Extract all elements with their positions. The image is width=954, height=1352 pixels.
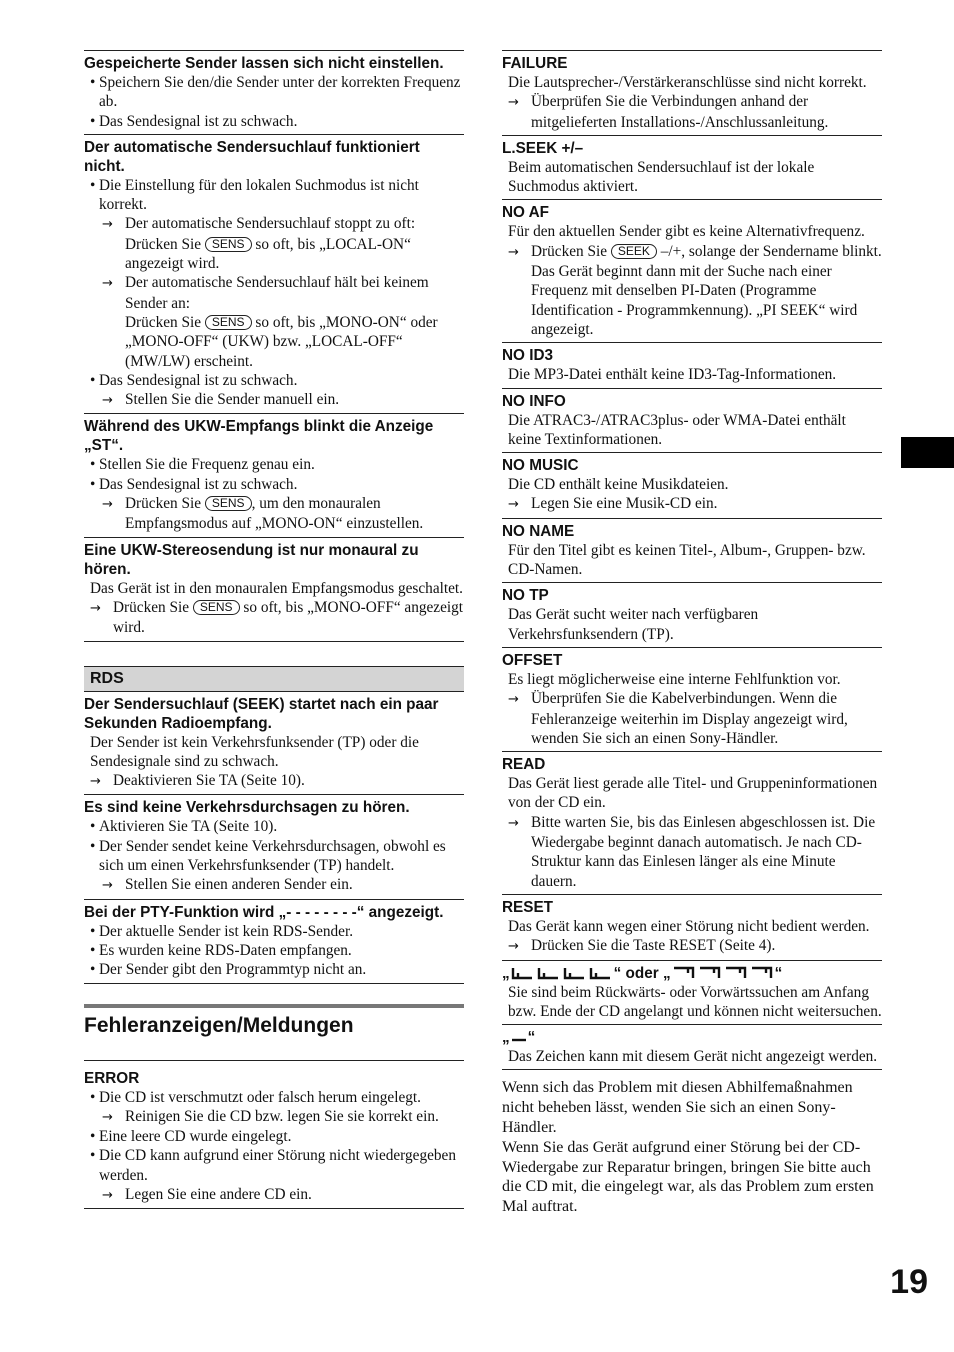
arrow-item: → Stellen Sie einen anderen Sender ein. [84,875,464,895]
bullet-item: • Aktivieren Sie TA (Seite 10). [84,817,464,836]
arrow-item: → Der automatische Sendersuchlauf hält bei keinem Sender an: [84,273,464,313]
bullet-item: • Das Sendesignal ist zu schwach. [84,371,464,390]
seek-key-icon: SEEK [611,244,657,259]
sens-key-icon: SENS [205,496,252,511]
section-heading: Bei der PTY-Funktion wird „- - - - - - - -“ angezeigt. [84,903,444,921]
bullet-item: • Die CD ist verschmutzt oder falsch herum eingelegt. [84,1088,464,1107]
msg-no-name [502,518,882,583]
paragraph: Für den aktuellen Sender gibt es keine Alternativfrequenz. [508,223,865,241]
msg-no-music [502,452,882,518]
section-heading: Während des UKW-Empfangs blinkt die Anzeige „ST“. [84,418,434,455]
bullet-item: • Der aktuelle Sender ist kein RDS-Sender. [84,922,464,941]
rds-section-title: RDS [84,666,464,692]
arrow-item: → Bitte warten Sie, bis das Einlesen abgeschlossen ist. Die Wiedergabe beginnt danach automatisch. Je nach CD-Struktur kann das Einlesen länger als eine Minute dauern. [502,813,882,891]
paragraph: Die CD enthält keine Musikdateien. [508,476,729,494]
section-heading: OFFSET [502,651,563,669]
section-heading: NO TP [502,587,549,605]
section-heading: NO MUSIC [502,457,579,475]
paragraph: Das Gerät sucht weiter nach verfügbaren Verkehrsfunksendern (TP). [508,606,759,643]
msg-no-info [502,388,882,453]
sens-key-icon: SENS [205,315,252,330]
section-seek-starts [84,692,464,795]
closing-paragraph: Wenn sich das Problem mit diesen Abhilfemaßnahmen nicht beheben lässt, wenden Sie sich an einen Sony-Händler. [502,1079,853,1136]
section-pty [84,899,464,984]
errors-title: Fehleranzeigen/Meldungen [84,1004,464,1061]
arrow-item: → Drücken Sie SENS , um den monauralen Empfangsmodus auf „MONO-ON“ einzustellen. [84,494,464,534]
arrow-item-continued: Drücken Sie SENS so oft, bis „LOCAL-ON“ angezeigt wird. [125,235,411,273]
arrow-item: → Drücken Sie die Taste RESET (Seite 4). [502,936,882,956]
sens-key-icon: SENS [205,237,252,252]
section-heading: FAILURE [502,55,568,72]
paragraph: Sie sind beim Rückwärts- oder Vorwärtssuchen am Anfang bzw. Ende der CD angelangt und können nicht weitersuchen. [508,983,882,1020]
right-column [502,50,882,1217]
section-heading: „ “ [502,1029,536,1047]
section-heading: READ [502,756,546,774]
arrow-item-continued: Drücken Sie SENS so oft, bis „MONO-ON“ oder „MONO-OFF“ (UKW) bzw. „LOCAL-OFF“ (MW/LW) erscheint. [125,313,438,370]
msg-no-tp [502,582,882,647]
paragraph: Der Sender ist kein Verkehrsfunksender (TP) oder die Sendesignale sind zu schwach. [90,733,419,770]
paragraph: Für den Titel gibt es keinen Titel-, Album-, Gruppen- bzw. CD-Namen. [508,541,866,579]
closing-paragraph: Wenn Sie das Gerät aufgrund einer Störung bei der CD-Wiedergabe zur Reparatur bringen, bringen Sie bitte auch die CD mit, die eingelegt war, als das Problem zum ersten Mal auftrat. [502,1138,874,1216]
section-heading: „ “ oder „ “ [502,964,783,982]
section-auto-seek [84,134,464,414]
segment-start-icon [510,966,614,980]
chapter-tab-marker [901,437,954,468]
section-heading: Gespeicherte Sender lassen sich nicht einstellen. [84,55,444,72]
bullet-item: • Der Sender gibt den Programmtyp nicht an. [84,960,464,979]
segment-end-icon [671,966,775,980]
section-heading: NO INFO [502,392,566,410]
arrow-item: → Legen Sie eine Musik-CD ein. [502,494,882,514]
section-heading: Der automatische Sendersuchlauf funktioniert nicht. [84,138,420,175]
sens-key-icon: SENS [193,600,240,615]
paragraph: Das Gerät ist in den monauralen Empfangsmodus geschaltet. [90,579,463,597]
msg-lseek [502,135,882,200]
arrow-item: → Stellen Sie die Sender manuell ein. [84,390,464,410]
msg-no-id3 [502,342,882,387]
paragraph: Die ATRAC3-/ATRAC3plus- oder WMA-Datei enthält keine Textinformationen. [508,411,846,448]
msg-no-af [502,199,882,342]
paragraph: Die Lautsprecher-/Verstärkeranschlüsse sind nicht korrekt. [508,74,867,91]
paragraph: Das Zeichen kann mit diesem Gerät nicht angezeigt werden. [508,1048,878,1066]
arrow-item: → Reinigen Sie die CD bzw. legen Sie sie korrekt ein. [84,1107,464,1127]
section-heading: ERROR [84,1069,140,1087]
paragraph: Beim automatischen Sendersuchlauf ist der lokale Suchmodus aktiviert. [508,158,815,196]
closing-text [502,1078,882,1217]
arrow-item: → Überprüfen Sie die Verbindungen anhand der mitgelieferten Installations-/Anschlussanleitung. [502,92,882,132]
arrow-item: → Deaktivieren Sie TA (Seite 10). [84,771,464,791]
paragraph: Es liegt möglicherweise eine interne Fehlfunktion vor. [508,670,841,688]
section-heading: NO NAME [502,522,575,540]
msg-dash-char [502,1024,882,1070]
arrow-item: → Drücken Sie SEEK –/+, solange der Sendername blinkt. Das Gerät beginnt dann mit der Suche nach einer Frequenz mit denselben PI-Daten (Programme Identification - Programmkennung). „PI SEEK“ wird angezeigt. [502,242,882,339]
section-heading: Eine UKW-Stereosendung ist nur monaural zu hören. [84,541,419,578]
bullet-item: • Das Sendesignal ist zu schwach. [84,475,464,494]
paragraph: Die MP3-Datei enthält keine ID3-Tag-Informationen. [508,366,837,384]
section-st-blinks [84,413,464,536]
dash-char-icon [510,1030,528,1044]
section-error [84,1061,464,1210]
section-heading: RESET [502,898,553,916]
bullet-item: • Das Sendesignal ist zu schwach. [84,112,464,131]
arrow-item: → Überprüfen Sie die Kabelverbindungen. Wenn die Fehleranzeige weiterhin im Display angezeigt wird, wenden Sie sich an einen Sony-Händler. [502,689,882,748]
section-stored-stations [84,50,464,134]
arrow-item: → Drücken Sie SENS so oft, bis „MONO-OFF“ angezeigt wird. [84,598,464,638]
msg-segments [502,960,882,1025]
paragraph: Das Gerät kann wegen einer Störung nicht bedient werden. [508,917,870,935]
section-heading: Es sind keine Verkehrsdurchsagen zu hören. [84,799,410,817]
msg-read [502,751,882,894]
section-no-traffic [84,794,464,898]
bullet-item: • Die Einstellung für den lokalen Suchmodus ist nicht korrekt. [84,176,464,215]
arrow-item: → Der automatische Sendersuchlauf stoppt zu oft: [84,214,464,234]
msg-offset [502,647,882,751]
page-number: 19 [890,1263,928,1301]
bullet-item: • Eine leere CD wurde eingelegt. [84,1127,464,1146]
msg-failure [502,50,882,135]
bullet-item: • Die CD kann aufgrund einer Störung nicht wiedergegeben werden. [84,1146,464,1185]
bullet-item: • Speichern Sie den/die Sender unter der korrekten Frequenz ab. [84,73,464,112]
section-heading: NO ID3 [502,347,553,365]
msg-reset [502,894,882,960]
bullet-item: • Es wurden keine RDS-Daten empfangen. [84,941,464,960]
section-heading: L.SEEK +/– [502,139,584,157]
bullet-item: • Stellen Sie die Frequenz genau ein. [84,455,464,474]
section-stereo-mono [84,537,464,642]
left-column [84,50,464,1209]
bullet-item: • Der Sender sendet keine Verkehrsdurchsagen, obwohl es sich um einen Verkehrsfunksender (TP) handelt. [84,837,464,876]
section-heading: Der Sendersuchlauf (SEEK) startet nach ein paar Sekunden Radioempfang. [84,695,439,732]
paragraph: Das Gerät liest gerade alle Titel- und Gruppeninformationen von der CD ein. [508,775,878,812]
arrow-item: → Legen Sie eine andere CD ein. [84,1185,464,1205]
section-heading: NO AF [502,204,550,222]
